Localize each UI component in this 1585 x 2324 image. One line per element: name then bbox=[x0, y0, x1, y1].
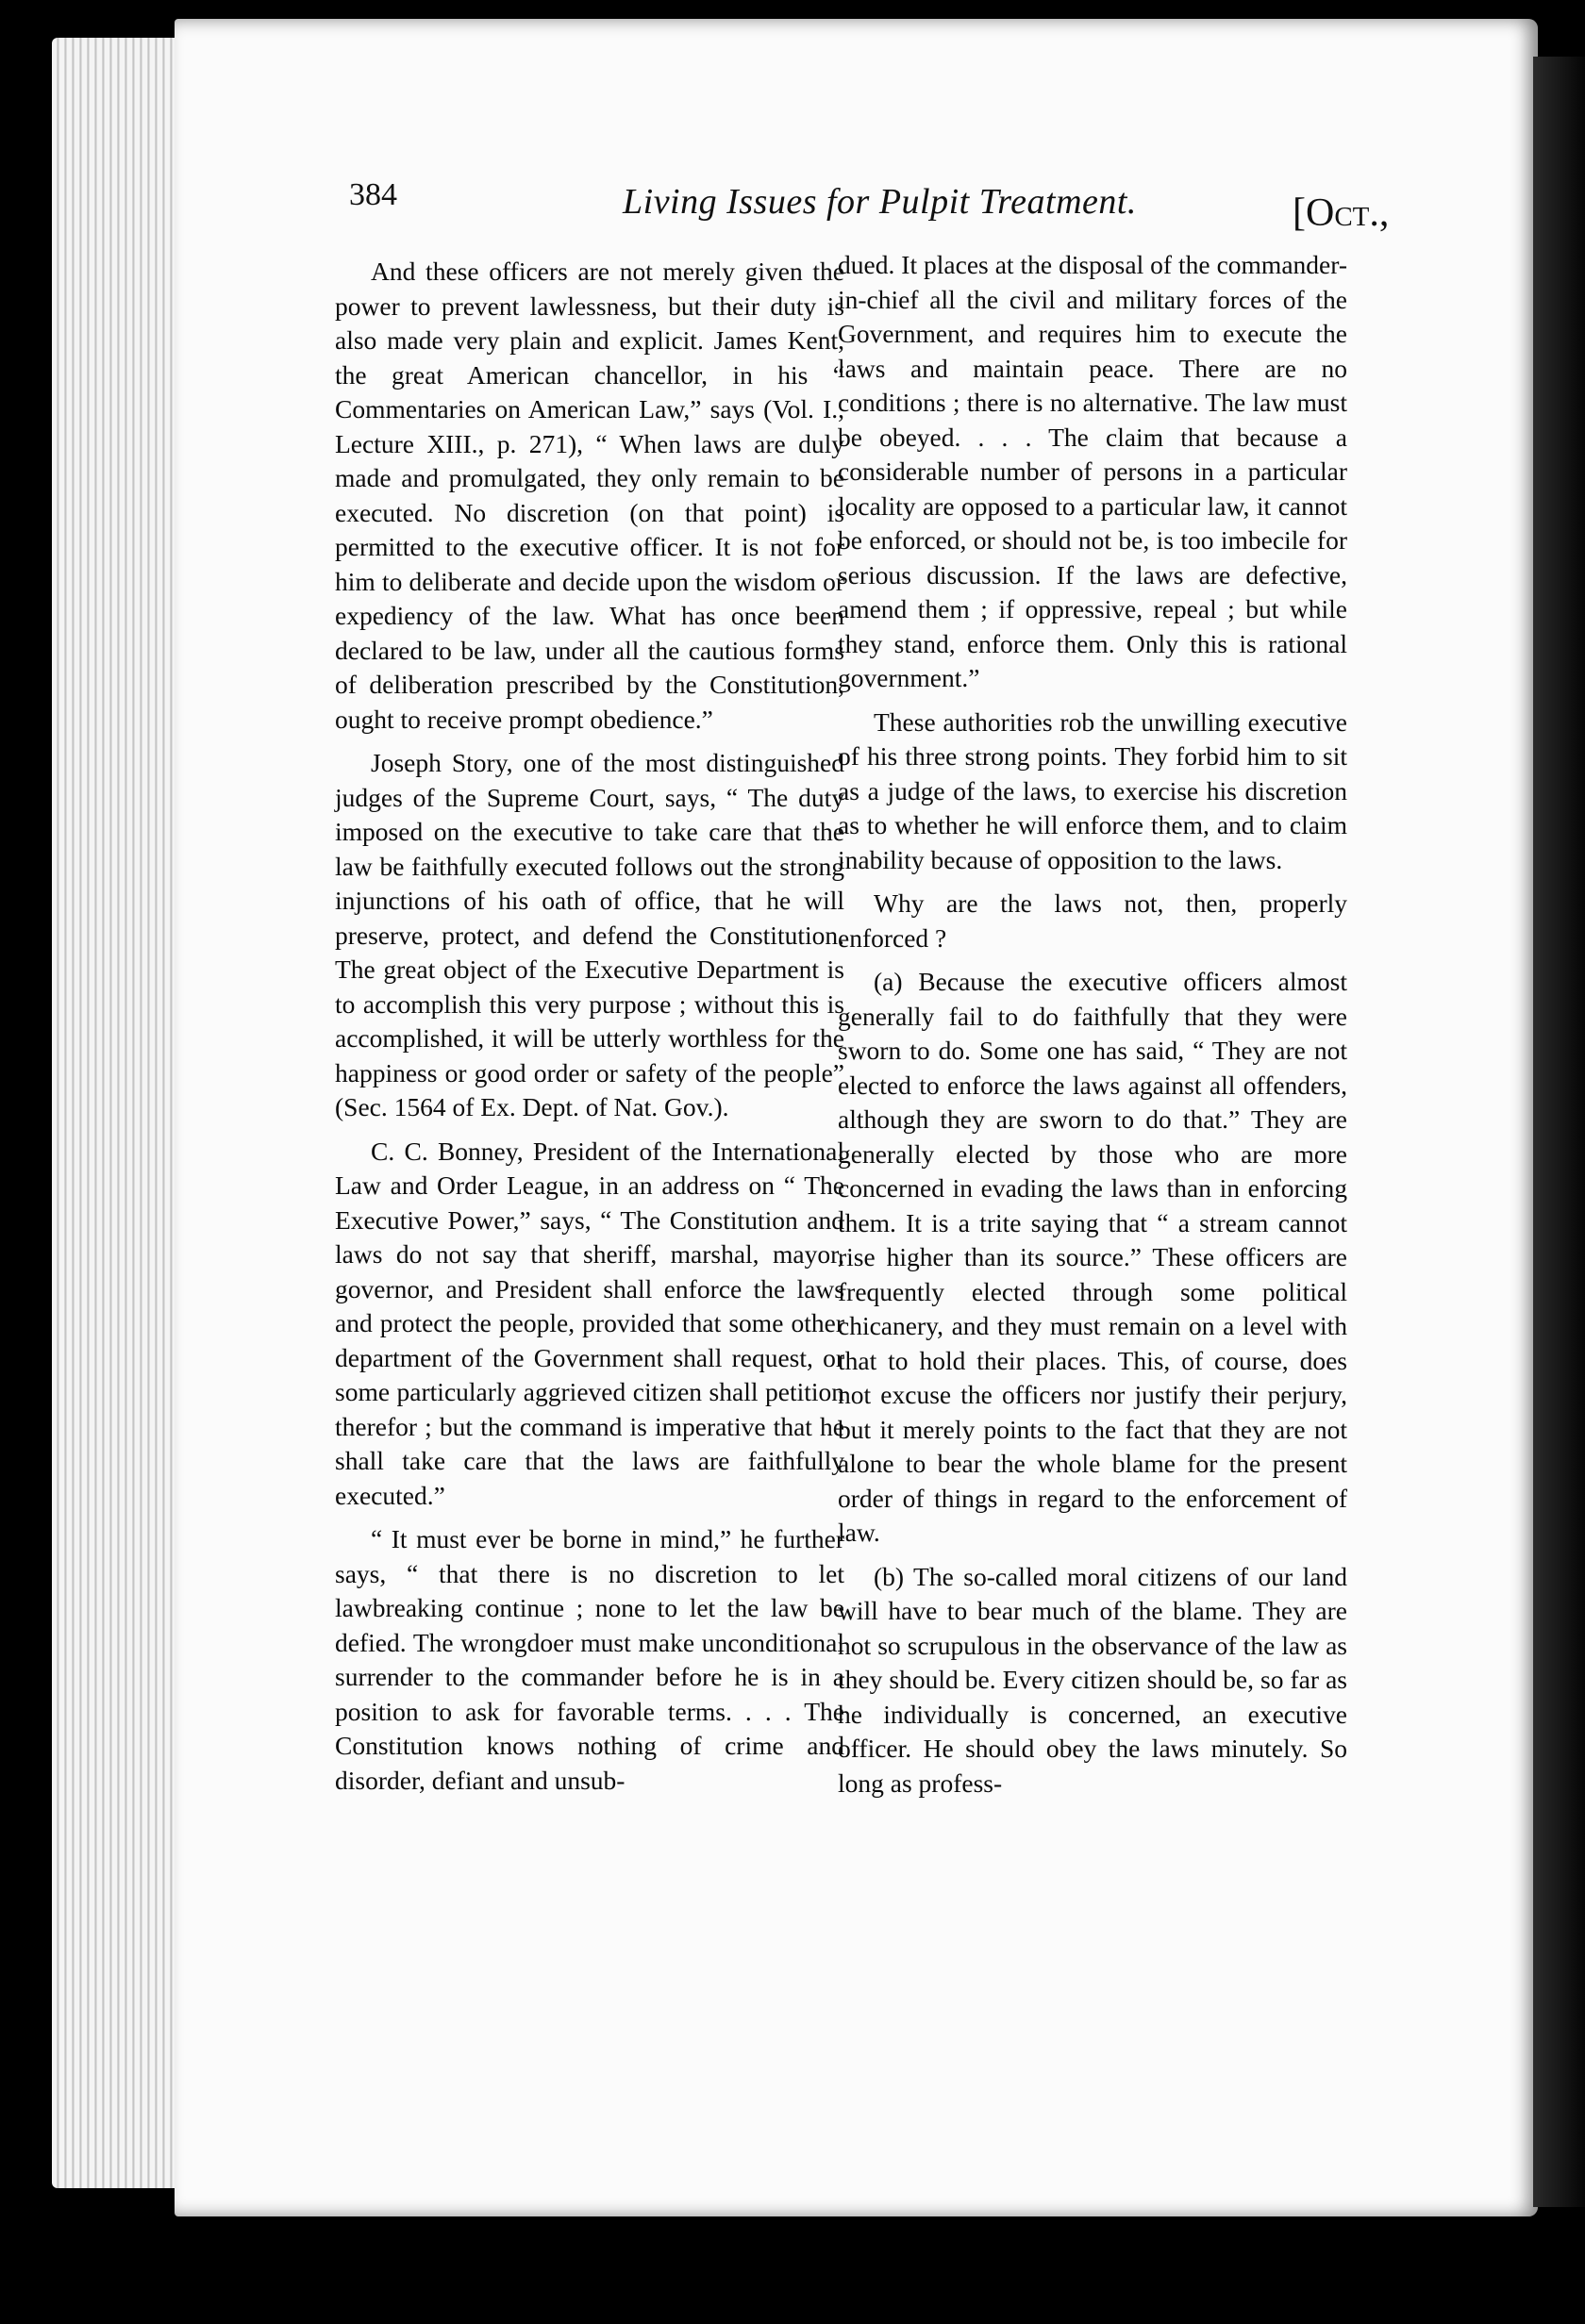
page-number: 384 bbox=[349, 177, 397, 212]
right-column bbox=[838, 248, 1347, 1810]
paragraph: And these officers are not merely given the power to prevent lawlessness, but their duty is also made very plain and explicit. James Kent, the great American chancellor, in his “ Commentaries on American Law,” says (Vol. I., Lecture XIII., p. 271), “ When laws are duly made and promulgated, they only remain to be executed. No discretion (on that point) is permitted to the executive officer. It is not for him to deliberate and decide upon the wisdom or expediency of the law. What has once been declared to be law, under all the cautious forms of deliberation prescribed by the Constitution, ought to receive prompt obedience.” bbox=[335, 257, 844, 734]
date-marker: [Oct., bbox=[1293, 191, 1390, 235]
running-title: Living Issues for Pulpit Treatment. bbox=[623, 182, 1137, 222]
paragraph: “ It must ever be borne in mind,” he further says, “ that there is no discretion to let lawbreaking continue ; none to let the law be defied. The wrongdoer must make unconditional surrender to the commander before he is in a position to ask for favorable terms. . . . The Constitution knows nothing of crime and disorder, defiant and unsub- bbox=[335, 1524, 844, 1795]
page-header bbox=[179, 177, 1406, 253]
paragraph: (a) Because the executive officers almost generally fail to do faithfully that they were sworn to do. Some one has said, “ They are not elected to enforce the laws against all offenders, although they are sworn to do that.” They are generally elected by those who are more concerned in evading the laws than in enforcing them. It is a trite saying that “ a stream cannot rise higher than its source.” These officers are frequently elected through some political chicanery, and they must remain on a level with that to hold their places. This, of course, does not excuse the officers nor justify their perjury, but it merely points to the fact that they are not alone to bear the whole blame for the present order of things in regard to the enforcement of law. bbox=[838, 967, 1347, 1547]
book-spine-shadow bbox=[1533, 57, 1585, 2207]
paragraph: (b) The so-called moral citizens of our land will have to bear much of the blame. They are not so scrupulous in the observance of the law as they should be. Every citizen should be, so far as he individually is concerned, an executive officer. He should obey the laws minutely. So long as profess- bbox=[838, 1561, 1347, 1798]
paragraph: dued. It places at the disposal of the commander-in-chief all the civil and military forces of the Government, and requires him to execute the laws and maintain peace. There are no conditions ; there is no alternative. The law must be obeyed. . . . The claim that because a considerable number of persons in a particular locality are opposed to a particular law, it cannot be enforced, or should not be, is too imbecile for serious discussion. If the laws are defective, amend them ; if oppressive, repeal ; but while they stand, enforce them. Only this is rational government.” bbox=[838, 250, 1347, 692]
paragraph: Why are the laws not, then, properly enforced ? bbox=[838, 888, 1347, 953]
left-column bbox=[335, 255, 844, 1807]
paragraph: Joseph Story, one of the most distinguished judges of the Supreme Court, says, “ The duty imposed on the executive to take care that the law be faithfully executed follows out the strong injunctions of his oath of office, that he will preserve, protect, and defend the Constitution. The great object of the Executive Department is to accomplish this very purpose ; without this is accomplished, it will be utterly worthless for the happiness or good order or safety of the people” (Sec. 1564 of Ex. Dept. of Nat. Gov.). bbox=[335, 748, 844, 1121]
paragraph: C. C. Bonney, President of the International Law and Order League, in an address on “ The Executive Power,” says, “ The Constitution and laws do not say that sheriff, marshal, mayor, governor, and President shall enforce the laws and protect the people, provided that some other department of the Government shall request, or some particularly aggrieved citizen shall petition therefor ; but the command is imperative that he shall take care that the laws are faithfully executed.” bbox=[335, 1136, 844, 1510]
book-page-edges bbox=[52, 38, 184, 2188]
paragraph: These authorities rob the unwilling executive of his three strong points. They forbid him to sit as a judge of the laws, to exercise his discretion as to whether he will enforce them, and to claim inability because of opposition to the laws. bbox=[838, 706, 1347, 874]
